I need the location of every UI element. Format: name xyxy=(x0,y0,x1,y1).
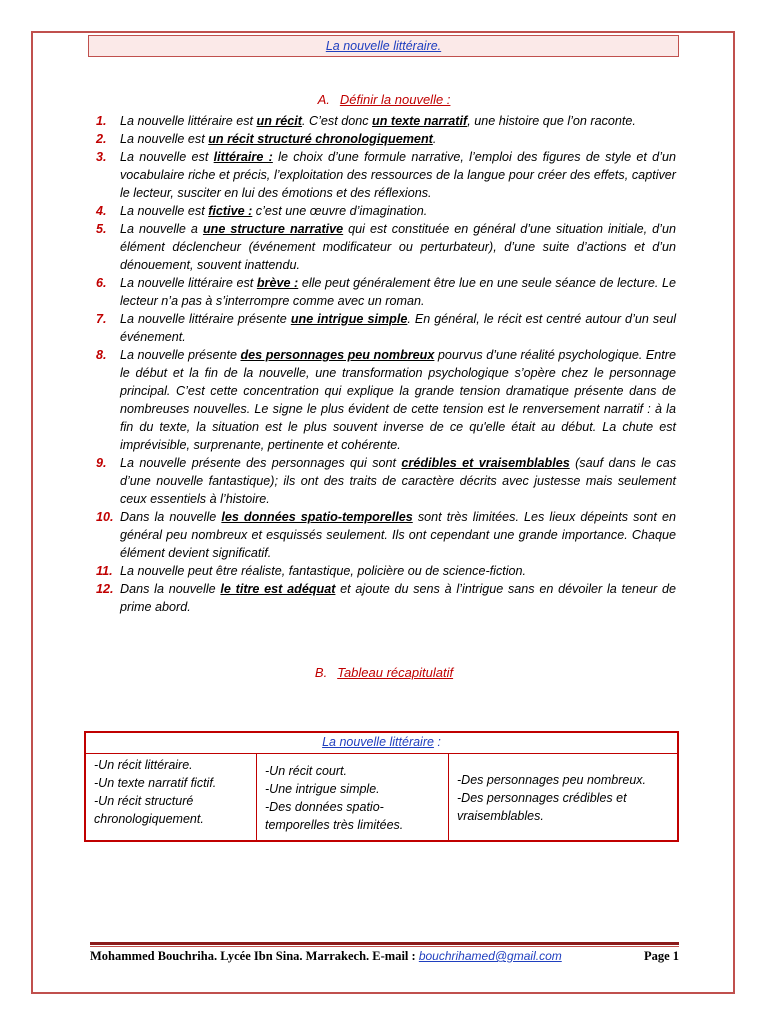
item-number: 4. xyxy=(96,204,107,218)
list-item: 2. La nouvelle est un récit structuré chronologiquement. xyxy=(96,132,437,146)
list-item: 6. La nouvelle littéraire est brève : elle peut généralement être lue en une seule séance de lecture. Le lecteur n’a pas à s’interrompre comme avec un roman. xyxy=(96,276,676,308)
section-b-text: Tableau récapitulatif xyxy=(337,665,454,680)
list-item: 1. La nouvelle littéraire est un récit. C’est donc un texte narratif, une histoire que l’on raconte. xyxy=(96,114,636,128)
document-title: La nouvelle littéraire. xyxy=(325,39,442,53)
item-number: 9. xyxy=(96,456,107,470)
section-a-letter: A. xyxy=(317,92,330,107)
item-number: 10. xyxy=(96,510,114,524)
item-number: 11. xyxy=(96,564,113,578)
list-item: 5. La nouvelle a une structure narrative qui est constituée en général d’une situation initiale, d’un élément déclencheur (événement modificateur ou perturbateur), d’une suite d’actions et d’un dénouement, souvent inattendu. xyxy=(96,222,676,272)
list-item: 4. La nouvelle est fictive : c’est une œuvre d’imagination. xyxy=(96,204,428,218)
item-number: 1. xyxy=(96,114,107,128)
footer-email-link[interactable]: bouchrihamed@gmail.com xyxy=(418,949,562,963)
section-b-letter: B. xyxy=(314,665,328,680)
list-item: 12. Dans la nouvelle le titre est adéquat et ajoute du sens à l’intrigue sans en dévoiler la teneur de prime abord. xyxy=(96,582,676,614)
footer-divider-thin xyxy=(90,946,679,947)
section-a-heading xyxy=(0,92,768,107)
item-number: 2. xyxy=(96,132,107,146)
list-item: 7. La nouvelle littéraire présente une intrigue simple. En général, le récit est centré autour d’un seul événement. xyxy=(96,312,676,344)
summary-column-2: -Un récit court. -Une intrigue simple. -Des données spatio- temporelles très limitées. xyxy=(257,754,449,841)
item-number: 3. xyxy=(96,150,107,164)
summary-title: La nouvelle littéraire xyxy=(322,735,434,749)
item-number: 6. xyxy=(96,276,107,290)
definition-list xyxy=(96,112,676,616)
item-number: 8. xyxy=(96,348,107,362)
summary-column-1: -Un récit littéraire. -Un texte narratif fictif. -Un récit structuré chronologiquement. xyxy=(86,754,257,841)
summary-table xyxy=(84,731,679,842)
item-number: 5. xyxy=(96,222,107,236)
summary-column-3: -Des personnages peu nombreux. -Des personnages crédibles et vraisemblables. xyxy=(457,772,647,823)
document-title-box xyxy=(88,35,679,57)
list-item: 8. La nouvelle présente des personnages peu nombreux pourvus d’une réalité psychologique. Entre le début et la fin de la nouvelle, une transformation psychologique s’opère chez le personnage principal. C’est cette concentration qui explique la grande tension dramatique présente dans de nombreuses nouvelles. Le signe le plus évident de cette tension est le renversement narratif : à la fin du texte, la situation est le plus souvent inverse de ce qu'elle était au début. La chute est imprévisible, surprenante, pertinente et cohérente. xyxy=(96,348,676,452)
footer-divider xyxy=(90,942,679,945)
page-number: Page 1 xyxy=(643,949,679,963)
section-a-text: Définir la nouvelle : xyxy=(339,92,451,107)
list-item: 10. Dans la nouvelle les données spatio-temporelles sont très limitées. Les lieux dépeints sont en général peu nombreux et esquissés seulement. Ils ont cependant une grande importance. Chaque élément devient significatif. xyxy=(96,510,676,560)
item-number: 12. xyxy=(96,582,114,596)
list-item: 9. La nouvelle présente des personnages qui sont crédibles et vraisemblables (sauf dans le cas d’une nouvelle fantastique); ils ont des traits de caractère décrits avec justesse mais seulement ceux essentiels à l’histoire. xyxy=(96,456,676,506)
footer-author: Mohammed Bouchriha. Lycée Ibn Sina. Marrakech. E-mail : bouchrihamed@gmail.com xyxy=(90,949,562,963)
summary-table-header: La nouvelle littéraire : xyxy=(86,733,677,754)
section-b-heading xyxy=(0,665,768,680)
list-item: 3. La nouvelle est littéraire : le choix d’une formule narrative, l’emploi des figures de style et d’un vocabulaire riche et précis, l’exploitation des ressources de la langue pour créer des effets, captiver le lecteur, susciter en lui des émotions et des réflexions. xyxy=(96,150,676,200)
item-number: 7. xyxy=(96,312,107,326)
list-item: 11. La nouvelle peut être réaliste, fantastique, policière ou de science-fiction. xyxy=(96,564,527,578)
page-footer xyxy=(90,948,679,966)
